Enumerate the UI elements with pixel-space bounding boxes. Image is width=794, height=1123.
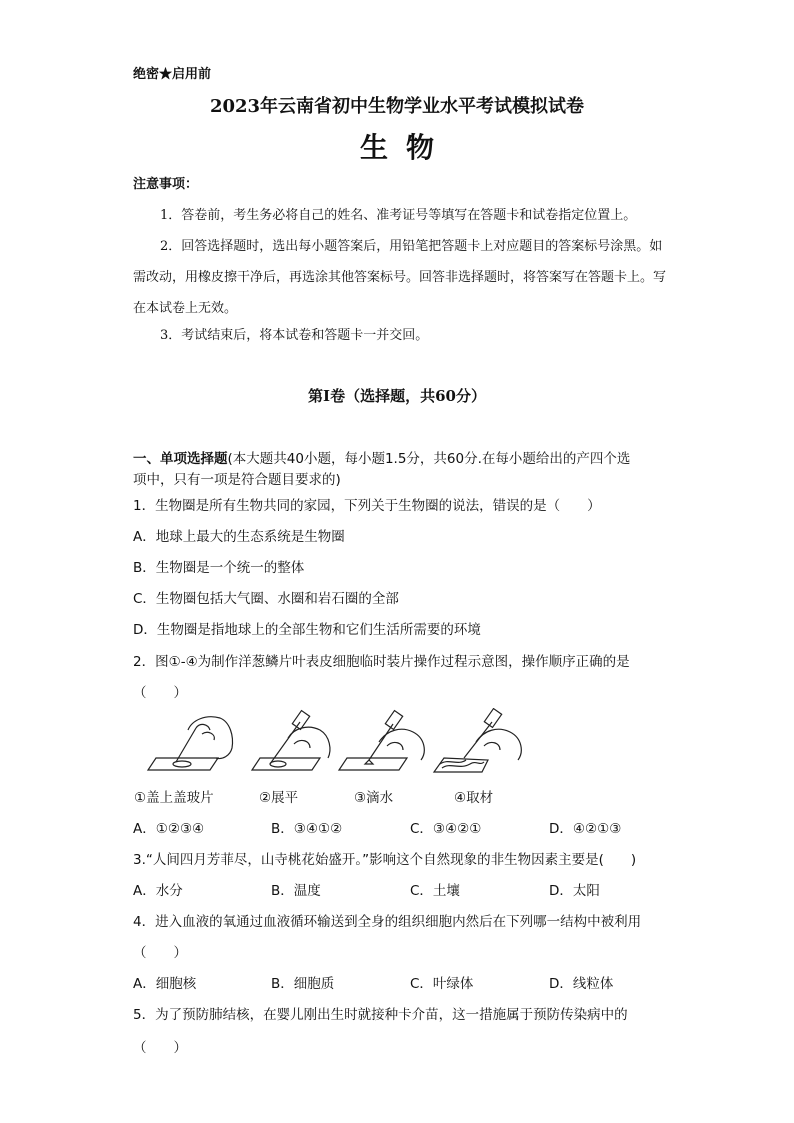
- figure-4-caption: ④取材: [454, 790, 494, 806]
- question-4-stem-line-2: （ ）: [133, 945, 187, 961]
- figure-2-caption: ②展平: [259, 790, 299, 806]
- notice-heading: 注意事项：: [133, 177, 199, 192]
- question-3-option-d: D．太阳: [549, 883, 600, 899]
- question-1-stem: 1．生物圈是所有生物共同的家园，下列关于生物圈的说法，错误的是（ ）: [133, 498, 601, 514]
- question-2-option-b: B．③④①②: [271, 821, 343, 837]
- part1-heading: 一、单项选择题: [133, 451, 228, 467]
- confidential-label: 绝密★启用前: [133, 67, 212, 82]
- question-4-option-d: D．线粒体: [549, 976, 614, 992]
- question-2-option-d: D．④②①③: [549, 821, 622, 837]
- part1-description-line-1: [133, 447, 630, 467]
- notice-item-1: 1．答卷前，考生务必将自己的姓名、准考证号等填写在答题卡和试卷指定位置上。: [160, 208, 637, 223]
- notice-item-2-line-3: 在本试卷上无效。: [133, 301, 238, 316]
- figure-2-flatten-illustration: [252, 711, 330, 770]
- question-1-option-b: B．生物圈是一个统一的整体: [133, 560, 305, 576]
- slide-preparation-figure: [130, 708, 530, 778]
- question-4-option-a: A．细胞核: [133, 976, 197, 992]
- question-2-option-c: C．③④②①: [410, 821, 482, 837]
- question-2-stem-line-1: 2．图①-④为制作洋葱鳞片叶表皮细胞临时装片操作过程示意图，操作顺序正确的是: [133, 654, 630, 670]
- question-1-option-a: A．地球上最大的生态系统是生物圈: [133, 529, 345, 545]
- figure-4-take-material-illustration: [434, 709, 521, 772]
- question-2-option-a: A．①②③④: [133, 821, 205, 837]
- question-1-option-d: D．生物圈是指地球上的全部生物和它们生活所需要的环境: [133, 622, 481, 638]
- figure-3-caption: ③滴水: [354, 790, 394, 806]
- exam-title: 2023年云南省初中生物学业水平考试模拟试卷: [209, 96, 585, 117]
- question-4-stem-line-1: 4．进入血液的氧通过血液循环输送到全身的组织细胞内然后在下列哪一结构中被利用: [133, 914, 642, 930]
- question-5-stem-line-1: 5．为了预防肺结核，在婴儿刚出生时就接种卡介苗，这一措施属于预防传染病中的: [133, 1007, 628, 1023]
- subject-title: 生物: [359, 131, 452, 164]
- figure-3-drop-water-illustration: [339, 711, 424, 770]
- notice-item-2-line-2: 需改动，用橡皮擦干净后，再选涂其他答案标号。回答非选择题时，将答案写在答题卡上。写: [133, 270, 667, 285]
- question-5-stem-line-2: （ ）: [133, 1040, 187, 1056]
- question-4-option-b: B．细胞质: [271, 976, 335, 992]
- question-3-option-c: C．土壤: [410, 883, 460, 899]
- section-title: 第Ⅰ卷（选择题，共60分）: [308, 387, 486, 405]
- question-2-stem-line-2: （ ）: [133, 685, 187, 701]
- question-3-option-a: A．水分: [133, 883, 183, 899]
- notice-item-2-line-1: 2．回答选择题时，选出每小题答案后，用铅笔把答题卡上对应题目的答案标号涂黑。如: [160, 239, 663, 254]
- question-3-option-b: B．温度: [271, 883, 321, 899]
- question-3-stem: 3.“人间四月芳菲尽，山寺桃花始盛开。”影响这个自然现象的非生物因素主要是( ): [133, 852, 637, 868]
- part1-desc: (本大题共40小题，每小题1.5分，共60分.在每小题给出的产四个选: [227, 451, 631, 467]
- figure-1-cover-slip-illustration: [148, 717, 233, 770]
- notice-item-3: 3．考试结束后，将本试卷和答题卡一并交回。: [160, 328, 429, 343]
- question-4-option-c: C．叶绿体: [410, 976, 474, 992]
- question-1-option-c: C．生物圈包括大气圈、水圈和岩石圈的全部: [133, 591, 399, 607]
- figure-1-caption: ①盖上盖玻片: [134, 790, 214, 806]
- part1-description-line-2: 项中，只有一项是符合题目要求的): [133, 472, 341, 488]
